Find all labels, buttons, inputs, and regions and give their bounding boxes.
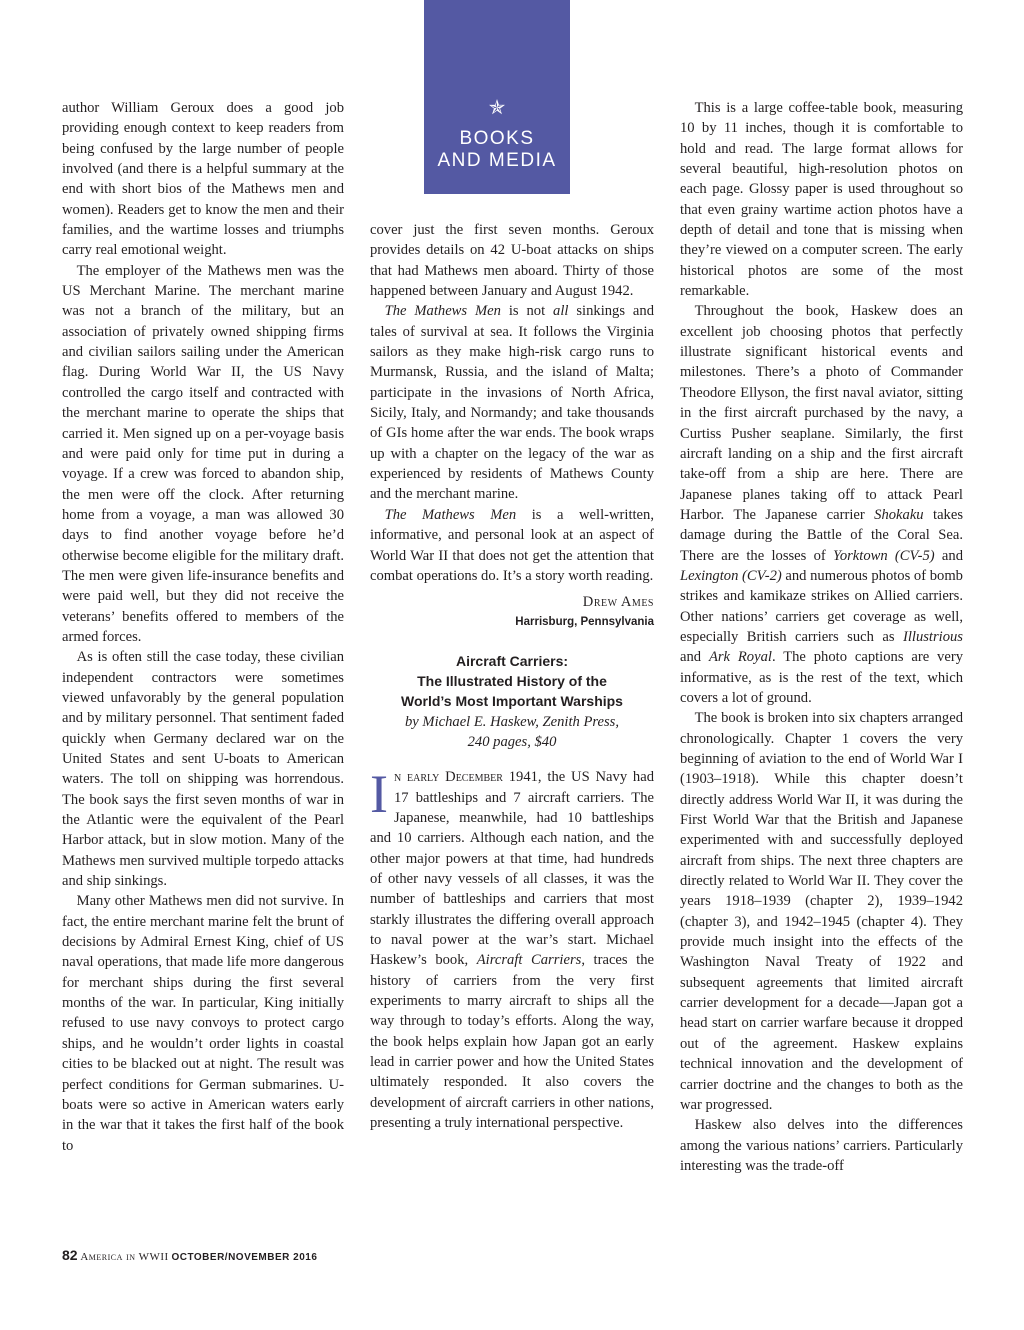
book-title: The Mathews Men — [384, 303, 501, 320]
magazine-name: America in WWII — [80, 1251, 169, 1263]
paragraph: Throughout the book, Haskew does an excellent job choosing photos that perfectly illustrate significant historical events and milestones. There’s a photo of Commander Theodore Ellyson, the first naval aviator, sitting in the first aircraft purchased by the navy, a Curtiss Pusher seaplane. Similarly, the first aircraft landing on a ship and the first aircraft take-off from a ship are here. There are Japanese planes taking off to attack Pearl Harbor. The Japanese carrier Shokaku takes damage during the Battle of the Coral Sea. There are the losses of Yorktown (CV-5) and Lexington (CV-2) and numerous photos of bomb strikes and kamikaze strikes on Allied carriers. Other nations’ carriers get coverage as well, especially British carriers such as Illustrious and Ark Royal. The photo captions are very informative, as is the rest of the text, which covers a lot of ground. — [680, 303, 963, 706]
review-title: Aircraft Carriers: — [455, 652, 569, 669]
paragraph: Haskew also delves into the differences among the various nations’ carriers. Particularly interesting was the trade-off — [680, 1117, 963, 1174]
reviewer-location: Harrisburg, Pennsylvania — [515, 615, 654, 628]
paragraph: author William Geroux does a good job providing enough context to keep readers from being confused by the large number of people involved (and there is a helpful summary at the end with short bios of the Mathews men and women). Readers get to know the men and their families, and the wartime losses and triumphs carry real emotional weight. — [62, 100, 344, 259]
page-number: 82 — [62, 1247, 78, 1263]
star-icon: ✯ — [488, 97, 506, 119]
paragraph: Many other Mathews men did not survive. In fact, the entire merchant marine felt the brunt of decisions by Admiral Ernest King, chief of US naval operations, that made life more dangerous for merchant ships during the first several months of the war. In particular, King initially refused to use navy convoys to protect cargo ships, and he wouldn’t order lights in coastal cities to be blacked out at night. The result was perfect conditions for German submarines. U-boats were so active in American waters early in the war that it takes the first half of the book to — [62, 893, 344, 1154]
section-banner — [424, 0, 570, 194]
paragraph: As is often still the case today, these civilian independent contractors were sometimes viewed unfavorably by the general population and by military personnel. That sentiment faded quickly when Germany declared war on the United States and sent U-boats to American waters. The toll on shipping was horrendous. The book says the first seven months of war in the Atlantic were the equivalent of the Pearl Harbor attack, but in slow motion. Many of the Mathews men survived multiple torpedo attacks and ship sinkings. — [62, 649, 344, 890]
paragraph: This is a large coffee-table book, measuring 10 by 11 inches, though it is comfortable to hold and read. The large format allows for several beautiful, high-resolution photos on each page. Glossy paper is used throughout so that even grainy wartime action photos have a depth of detail and tone that is missing when they’re viewed on a computer screen. The early historical photos are some of the most remarkable. — [680, 100, 963, 300]
page-footer — [62, 1248, 317, 1265]
reviewer-name: Drew Ames — [582, 594, 654, 611]
column-3 — [680, 98, 963, 1176]
paragraph: The Mathews Men is a well-written, informative, and personal look at an aspect of World War II that does not get the attention that combat operations do. It’s a story worth reading. — [370, 506, 654, 584]
banner-line-1: BOOKS — [459, 128, 535, 149]
paragraph: cover just the first seven months. Geroux provides details on 42 U-boat attacks on ships that had Mathews men aboard. Thirty of those happened between January and August 1942. — [370, 222, 654, 300]
paragraph: The Mathews Men is not all sinkings and tales of survival at sea. It follows the Virginia sailors as they make high-risk cargo runs to Murmansk, Russia, and the island of Malta; participate in the invasions of North Africa, Sicily, Italy, and Normandy; and take thousands of GIs home after the war ends. The book wraps up with a chapter on the legacy of the war as experienced by residents of Mathews County and the merchant marine. — [370, 303, 654, 503]
issue-date: OCTOBER/NOVEMBER 2016 — [171, 1252, 318, 1263]
banner-line-2: AND MEDIA — [437, 150, 557, 171]
paragraph: The employer of the Mathews men was the US Merchant Marine. The merchant marine was not a branch of the military, but an association of privately owned shipping firms and civilian sailors sailing under the American flag. During World War II, the US Navy controlled the cargo itself and contracted with the merchant marine to operate the ships that carried it. Men signed up on a per-voyage basis and were paid only for time put in during a voyage. If a crew was forced to abandon ship, the men were off the clock. After returning home from a voyage, a man was allowed 30 days to find another voyage before he’d otherwise become eligible for the military draft. The men were given life-insurance benefits and were paid well, but they did not receive the veterans’ benefits offered to members of the armed forces. — [62, 262, 344, 645]
lead-paragraph: In early December 1941, the US Navy had 17 battleships and 7 aircraft carriers. The Japanese, meanwhile, had 10 battleships and 10 carriers. Although each nation, and the other major powers at that time, had hundreds of other navy vessels of all classes, it was the number of battleships and carriers that most starkly illustrates the differing overall approach to naval power at the war’s start. Michael Haskew’s book, Aircraft Carriers, traces the history of carriers from the very first experiments to marry aircraft to ships all the way through to today’s efforts. Along the way, the book helps explain how Japan got an early lead in carrier power and how the United States ultimately responded. It also covers the development of aircraft carriers in other nations, presenting a truly international perspective. — [370, 764, 654, 1132]
drop-cap: I — [370, 764, 388, 825]
review-heading: Aircraft Carriers: The Illustrated History of the World’s Most Important Warships by Michael E. Haskew, Zenith Press, 240 pages, $40 — [370, 651, 654, 753]
column-1 — [62, 98, 344, 1156]
paragraph: The book is broken into six chapters arranged chronologically. Chapter 1 covers the very beginning of aviation to the end of World War I (1903–1918). While this chapter doesn’t directly address World War II, it was during the First World War that the British and Japanese experimented with and successfully deployed aircraft from ships. The next three chapters are directly related to World War II. They cover the years 1918–1939 (chapter 2), 1939–1942 (chapter 3), and 1942–1945 (chapter 4). They provide much insight into the effects of the Washington Naval Treaty of 1922 and subsequent agreements that limited aircraft carrier development for a decade—Japan got a head start on carrier warfare because it dropped out of the agreement. Haskew explains technical innovation and the development of carrier doctrine and the changes to both as the war progressed. — [680, 710, 963, 1113]
book-title: The Mathews Men — [384, 506, 517, 523]
column-2 — [370, 220, 654, 1133]
review-byline: by Michael E. Haskew, Zenith Press, — [405, 713, 619, 730]
